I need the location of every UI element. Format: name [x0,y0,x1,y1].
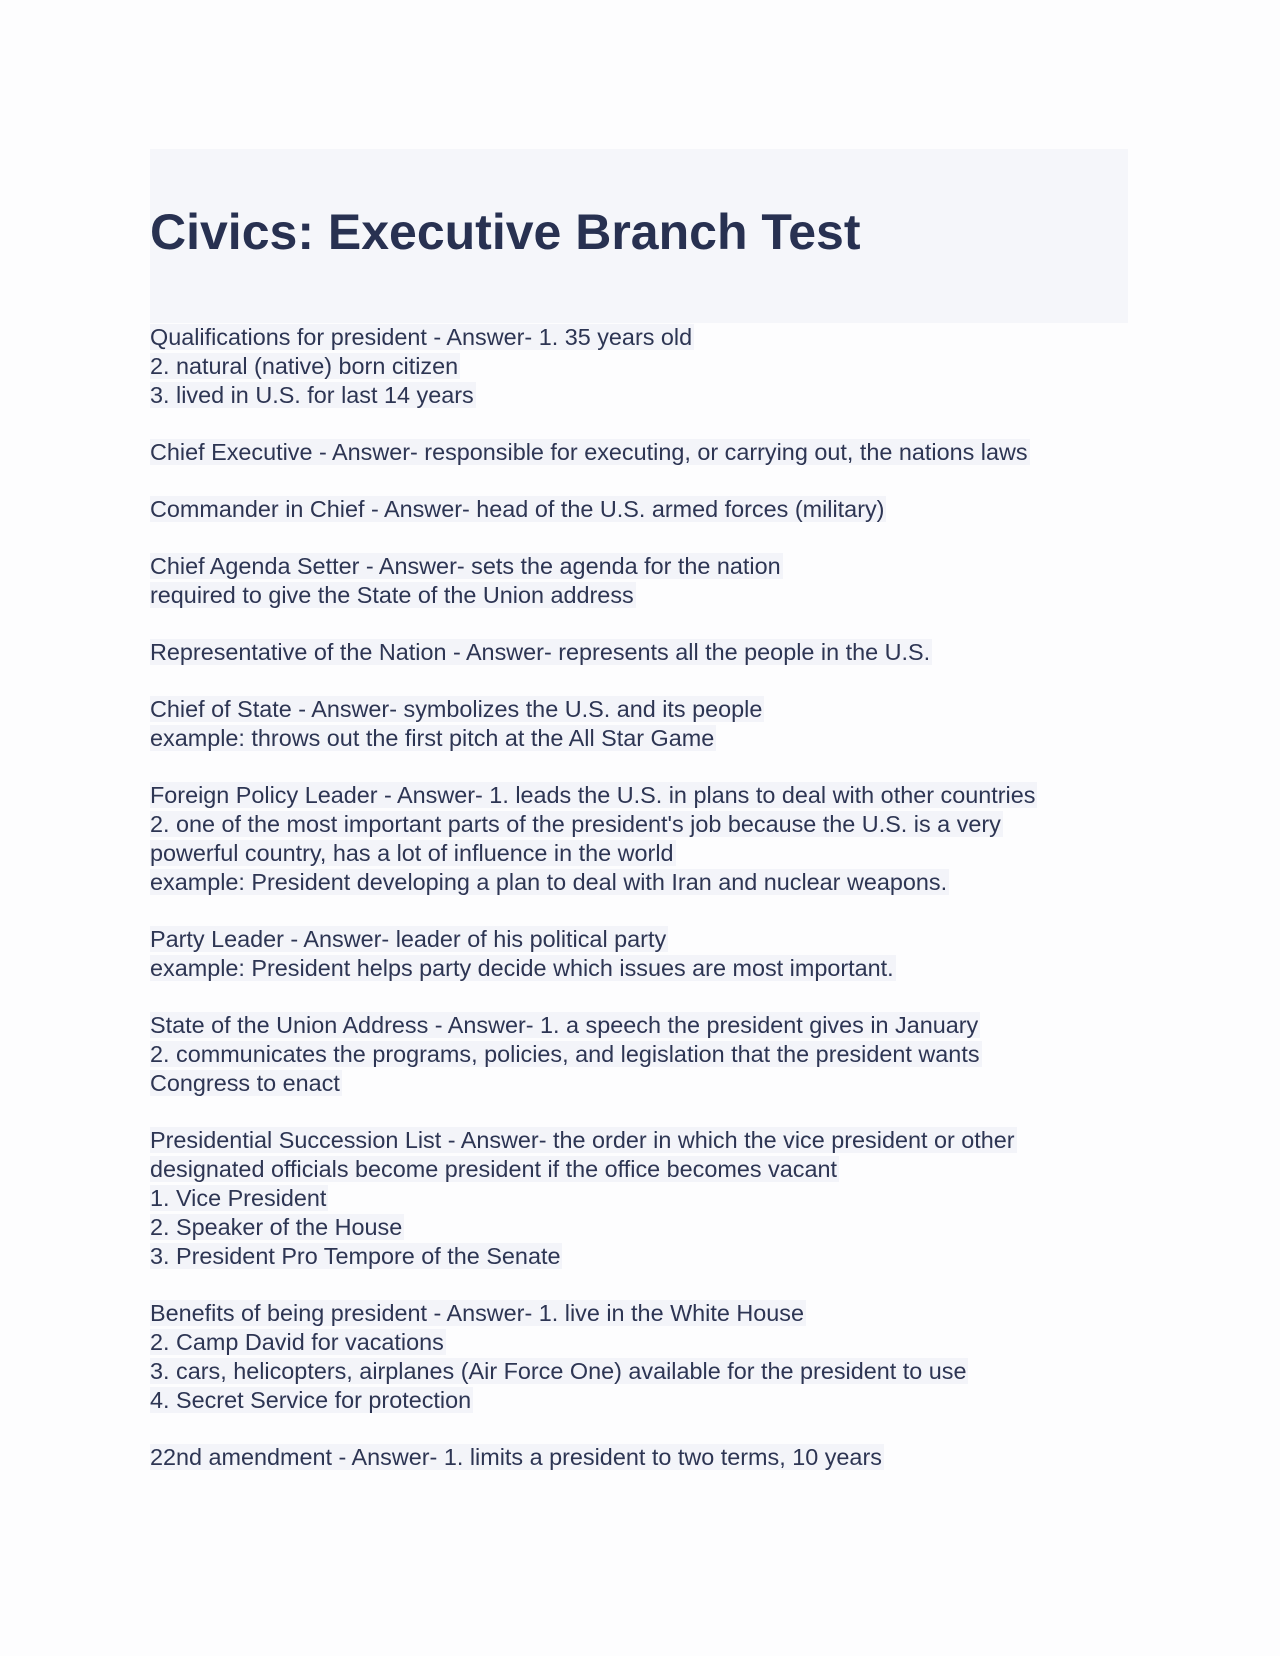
title-block [150,149,1128,323]
entry-line-text: 2. communicates the programs, policies, and legislation that the president wants [150,1041,980,1067]
entry-line [150,1155,1128,1184]
entry-line-text: required to give the State of the Union address [150,582,634,608]
flashcard-entry [150,925,1128,983]
entry-line-text: designated officials become president if the office becomes vacant [150,1156,837,1182]
entry-line [150,1184,1128,1213]
flashcard-entry [150,695,1128,753]
flashcard-entry [150,552,1128,610]
flashcard-list [150,323,1128,1472]
entry-line-text: Chief of State - Answer- symbolizes the U.S. and its people [150,696,763,722]
entry-line [150,1242,1128,1271]
entry-line-text: State of the Union Address - Answer- 1. a speech the president gives in January [150,1012,979,1038]
entry-line [150,1443,1128,1472]
entry-line [150,839,1128,868]
entry-line-text: Representative of the Nation - Answer- represents all the people in the U.S. [150,639,931,665]
entry-line [150,1357,1128,1386]
entry-line [150,381,1128,410]
entry-line-text: Commander in Chief - Answer- head of the U.S. armed forces (military) [150,496,885,522]
entry-line [150,495,1128,524]
entry-line-text: example: President helps party decide which issues are most important. [150,955,894,981]
entry-line [150,1299,1128,1328]
flashcard-entry [150,1126,1128,1271]
entry-line [150,954,1128,983]
entry-line [150,1040,1128,1069]
entry-line [150,724,1128,753]
entry-line [150,581,1128,610]
entry-line-text: 3. cars, helicopters, airplanes (Air Force One) available for the president to use [150,1358,967,1384]
page-title: Civics: Executive Branch Test [150,204,861,260]
entry-line [150,323,1128,352]
entry-line-text: 1. Vice President [150,1185,327,1211]
entry-line [150,1213,1128,1242]
entry-line [150,1126,1128,1155]
entry-line-text: 3. President Pro Tempore of the Senate [150,1243,561,1269]
flashcard-entry [150,438,1128,467]
entry-line-text: 22nd amendment - Answer- 1. limits a president to two terms, 10 years [150,1444,882,1470]
entry-line-text: Congress to enact [150,1070,340,1096]
entry-line [150,925,1128,954]
entry-line [150,438,1128,467]
entry-line-text: 2. one of the most important parts of the president's job because the U.S. is a very [150,811,1001,837]
entry-line [150,1011,1128,1040]
entry-line [150,781,1128,810]
entry-line [150,1069,1128,1098]
entry-line [150,638,1128,667]
entry-line-text: Foreign Policy Leader - Answer- 1. leads the U.S. in plans to deal with other countries [150,782,1036,808]
flashcard-entry [150,638,1128,667]
entry-line-text: 4. Secret Service for protection [150,1387,472,1413]
flashcard-entry [150,1011,1128,1098]
flashcard-entry [150,781,1128,897]
entry-line-text: example: throws out the first pitch at the All Star Game [150,725,715,751]
entry-line-text: Party Leader - Answer- leader of his political party [150,926,667,952]
entry-line-text: powerful country, has a lot of influence in the world [150,840,674,866]
entry-line [150,695,1128,724]
entry-line-text: 2. Camp David for vacations [150,1329,444,1355]
flashcard-entry [150,1299,1128,1415]
entry-line-text: 2. natural (native) born citizen [150,353,459,379]
entry-line-text: Chief Executive - Answer- responsible for executing, or carrying out, the nations laws [150,439,1028,465]
entry-line-text: 3. lived in U.S. for last 14 years [150,382,474,408]
flashcard-entry [150,1443,1128,1472]
entry-line-text: Chief Agenda Setter - Answer- sets the agenda for the nation [150,553,781,579]
entry-line [150,1386,1128,1415]
flashcard-entry [150,323,1128,410]
entry-line-text: Presidential Succession List - Answer- the order in which the vice president or other [150,1127,1015,1153]
entry-line-text: example: President developing a plan to deal with Iran and nuclear weapons. [150,869,948,895]
flashcard-entry [150,495,1128,524]
entry-line-text: Qualifications for president - Answer- 1. 35 years old [150,324,693,350]
entry-line [150,868,1128,897]
entry-line-text: 2. Speaker of the House [150,1214,403,1240]
entry-line [150,552,1128,581]
entry-line-text: Benefits of being president - Answer- 1. live in the White House [150,1300,804,1326]
entry-line [150,1328,1128,1357]
entry-line [150,352,1128,381]
entry-line [150,810,1128,839]
document-page [150,149,1128,1500]
